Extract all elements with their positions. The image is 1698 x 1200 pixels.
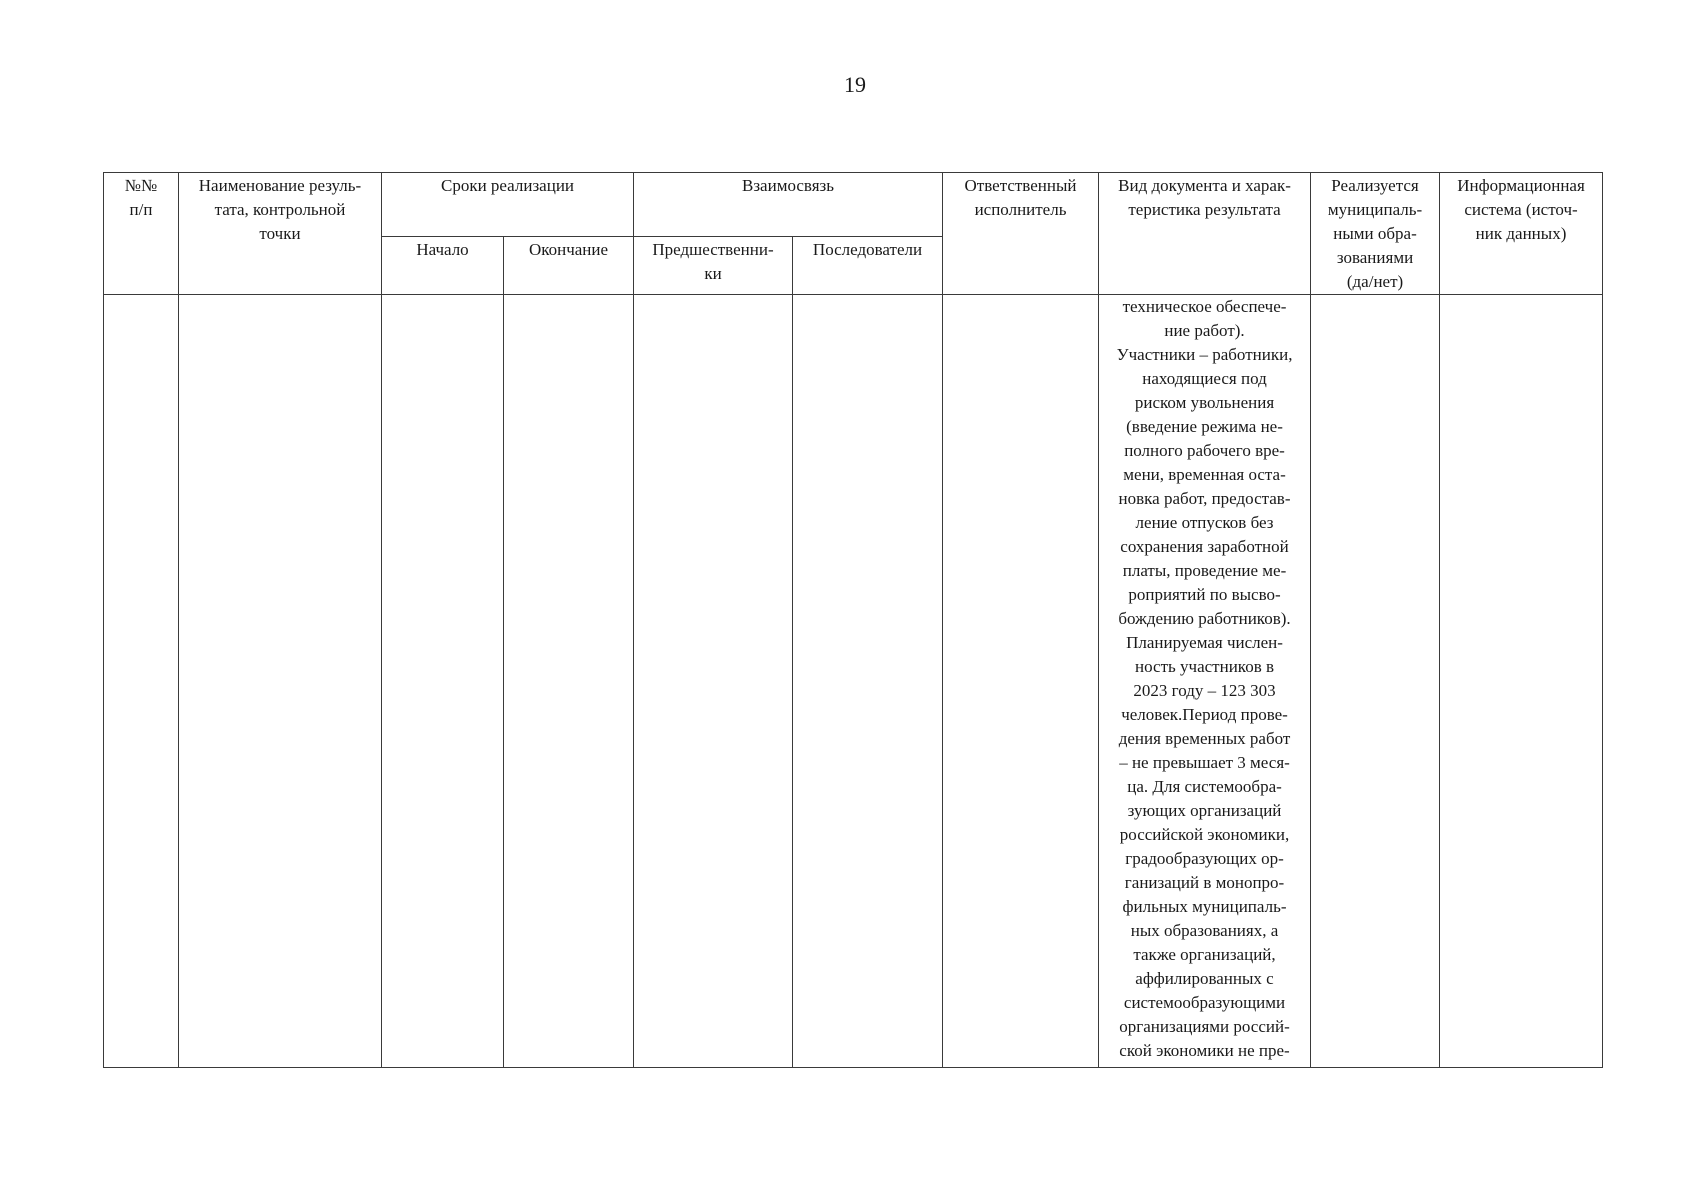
header-terms: Сроки реализации	[382, 173, 634, 237]
cell-result-name	[179, 295, 382, 1068]
header-document-type: Вид документа и харак- теристика результата	[1099, 173, 1311, 295]
table-header-row	[104, 173, 1603, 237]
header-successors: Последователи	[793, 237, 943, 295]
cell-info-system	[1440, 295, 1603, 1068]
header-predecessors: Предшественни- ки	[634, 237, 793, 295]
header-start: Начало	[382, 237, 504, 295]
cell-document-type: техническое обеспече- ние работ). Участники – работники, находящиеся под риском увольнения (введение режима не- полного рабочего вре- мени, временная оста- новка работ, предостав- ление отпусков без сохранения заработной платы, проведение ме- роприятий по высво- бождению работников). Планируемая числен- ность участников в 2023 году – 123 303 человек.Период прове- дения временных работ – не превышает 3 меся- ца. Для системообра- зующих организаций российской экономики, градообразующих ор- ганизаций в монопро- фильных муниципаль- ных образованиях, а также организаций, аффилированных с системообразующими организациями россий- ской экономики не пре-	[1099, 295, 1311, 1068]
cell-predecessors	[634, 295, 793, 1068]
cell-responsible	[943, 295, 1099, 1068]
header-result-name: Наименование резуль- тата, контрольной точки	[179, 173, 382, 295]
plan-table	[103, 172, 1603, 1068]
cell-successors	[793, 295, 943, 1068]
page-number: 19	[844, 72, 866, 97]
header-end: Окончание	[504, 237, 634, 295]
header-municipal: Реализуется муниципаль- ными обра- зованиями (да/нет)	[1311, 173, 1440, 295]
header-relation: Взаимосвязь	[634, 173, 943, 237]
cell-municipal	[1311, 295, 1440, 1068]
header-responsible: Ответственный исполнитель	[943, 173, 1099, 295]
header-info-system: Информационная система (источ- ник данных)	[1440, 173, 1603, 295]
header-number: №№ п/п	[104, 173, 179, 295]
cell-start	[382, 295, 504, 1068]
table-row	[104, 295, 1603, 1068]
cell-end	[504, 295, 634, 1068]
cell-number	[104, 295, 179, 1068]
